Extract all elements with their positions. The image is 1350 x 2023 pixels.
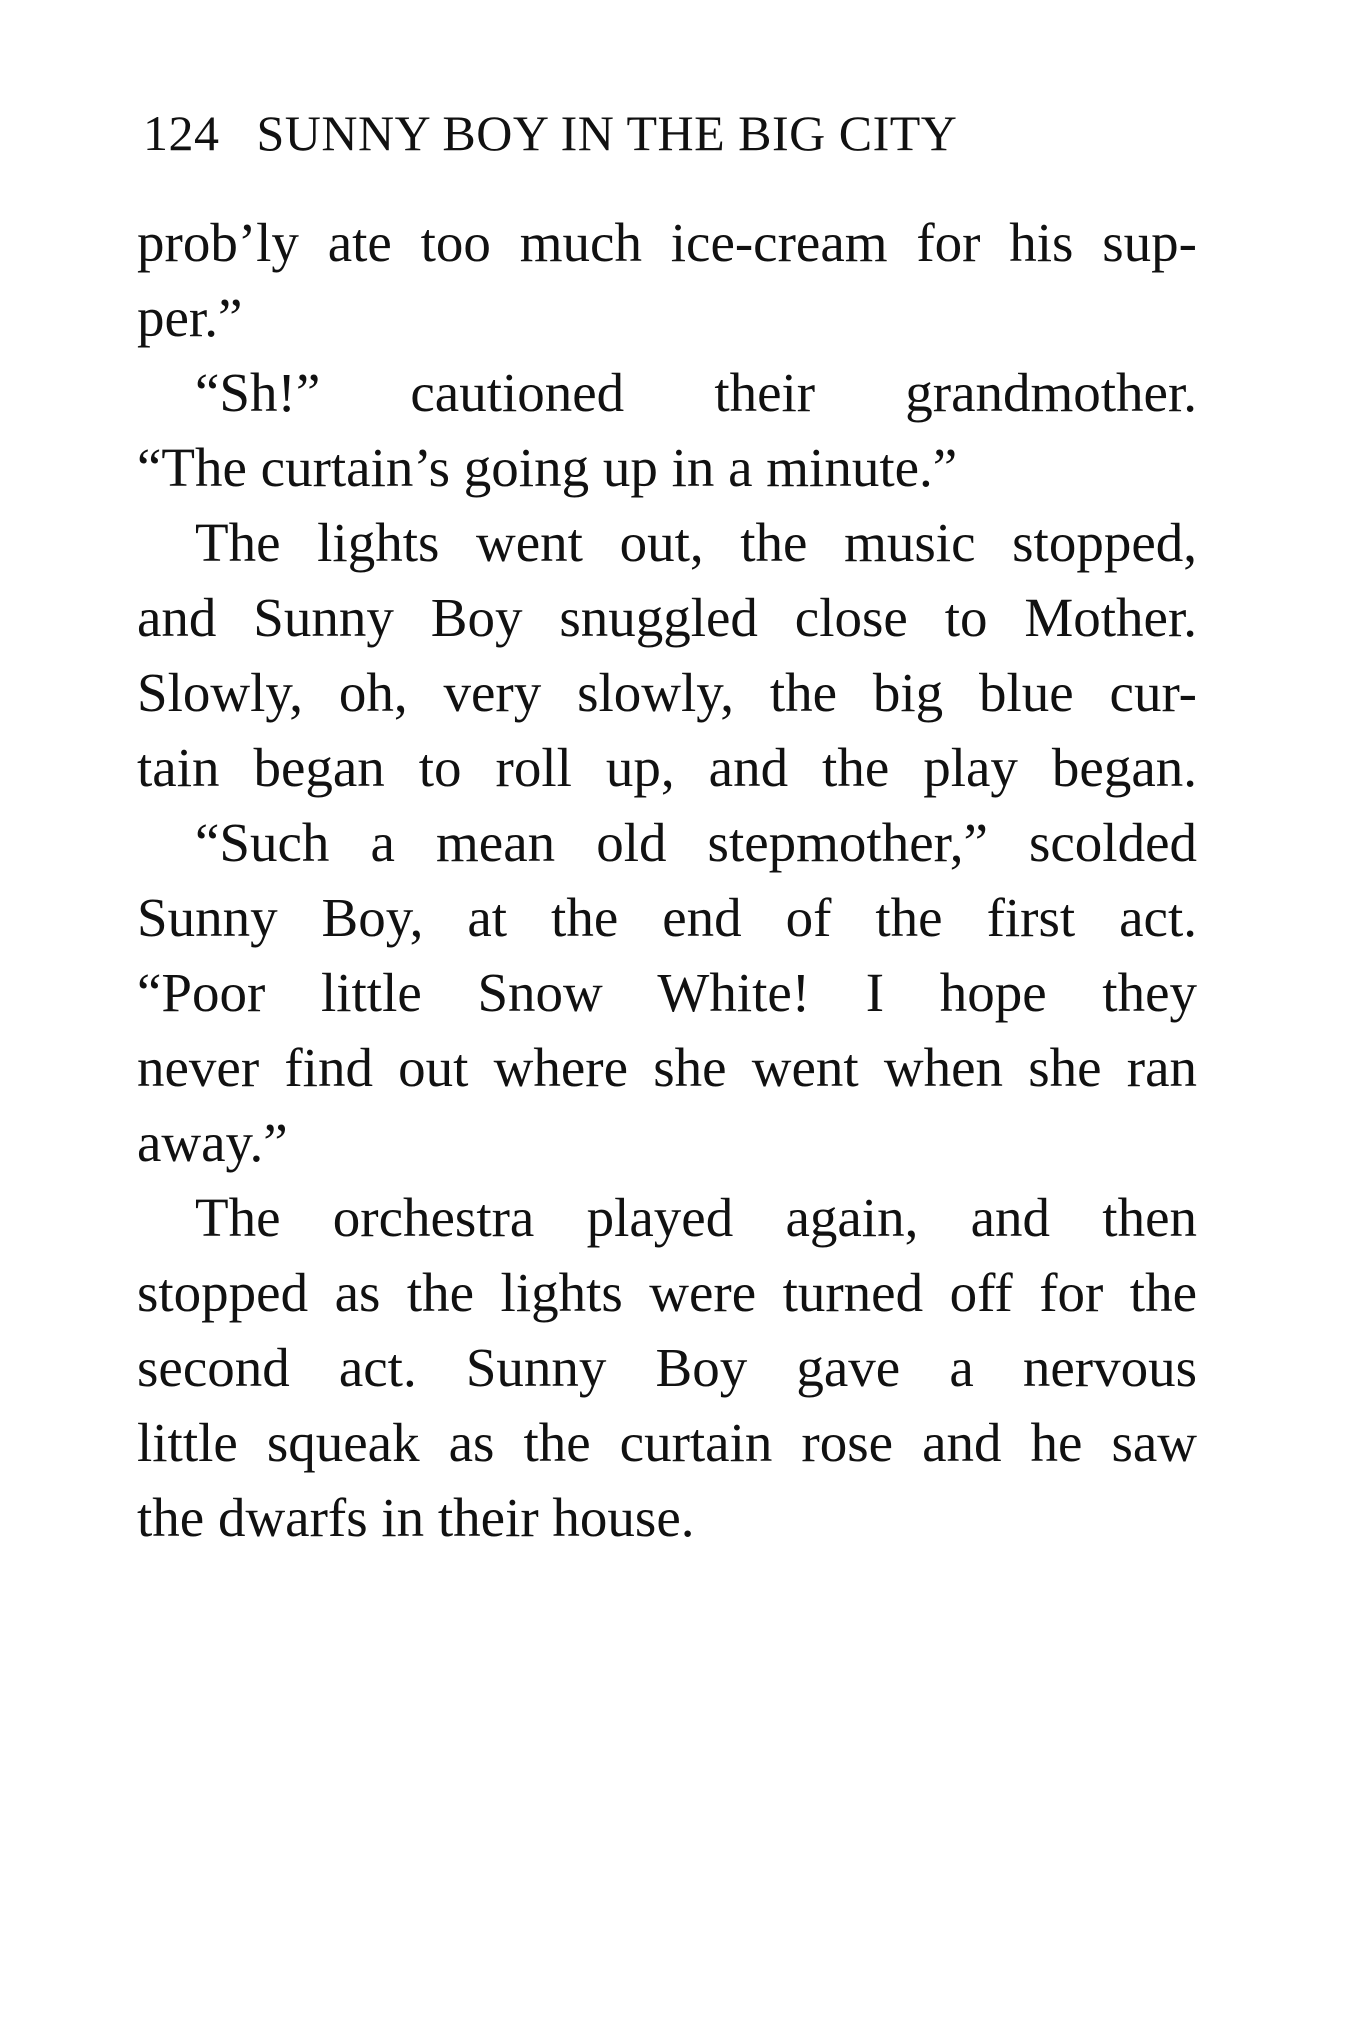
text-line: Sunny Boy, at the end of the first act. <box>137 887 1197 948</box>
body-text <box>137 205 1197 1555</box>
text-line: prob’ly ate too much ice-cream for his sup- <box>137 212 1197 273</box>
running-head <box>143 103 1193 163</box>
paragraph <box>137 805 1197 1180</box>
text-line: “Poor little Snow White! I hope they <box>137 962 1197 1023</box>
paragraph <box>137 505 1197 805</box>
text-line: The lights went out, the music stopped, <box>195 512 1197 573</box>
book-title: SUNNY BOY IN THE BIG CITY <box>256 105 958 161</box>
text-line: never find out where she went when she ran <box>137 1037 1197 1098</box>
text-line: tain began to roll up, and the play began. <box>137 737 1197 798</box>
text-line: stopped as the lights were turned off for the <box>137 1262 1197 1323</box>
text-line: away.” <box>137 1112 288 1173</box>
text-line: and Sunny Boy snuggled close to Mother. <box>137 587 1197 648</box>
text-line: The orchestra played again, and then <box>195 1187 1197 1248</box>
text-line: little squeak as the curtain rose and he saw <box>137 1412 1197 1473</box>
text-line: Slowly, oh, very slowly, the big blue cur- <box>137 662 1197 723</box>
paragraph <box>137 355 1197 505</box>
paragraph <box>137 205 1197 355</box>
paragraph <box>137 1180 1197 1555</box>
text-line: “Sh!” cautioned their grandmother. <box>195 362 1197 423</box>
text-line: “The curtain’s going up in a minute.” <box>137 437 958 498</box>
text-line: the dwarfs in their house. <box>137 1487 695 1548</box>
page-number: 124 <box>143 105 220 161</box>
text-line: “Such a mean old stepmother,” scolded <box>195 812 1197 873</box>
text-line: per.” <box>137 287 243 348</box>
text-line: second act. Sunny Boy gave a nervous <box>137 1337 1197 1398</box>
